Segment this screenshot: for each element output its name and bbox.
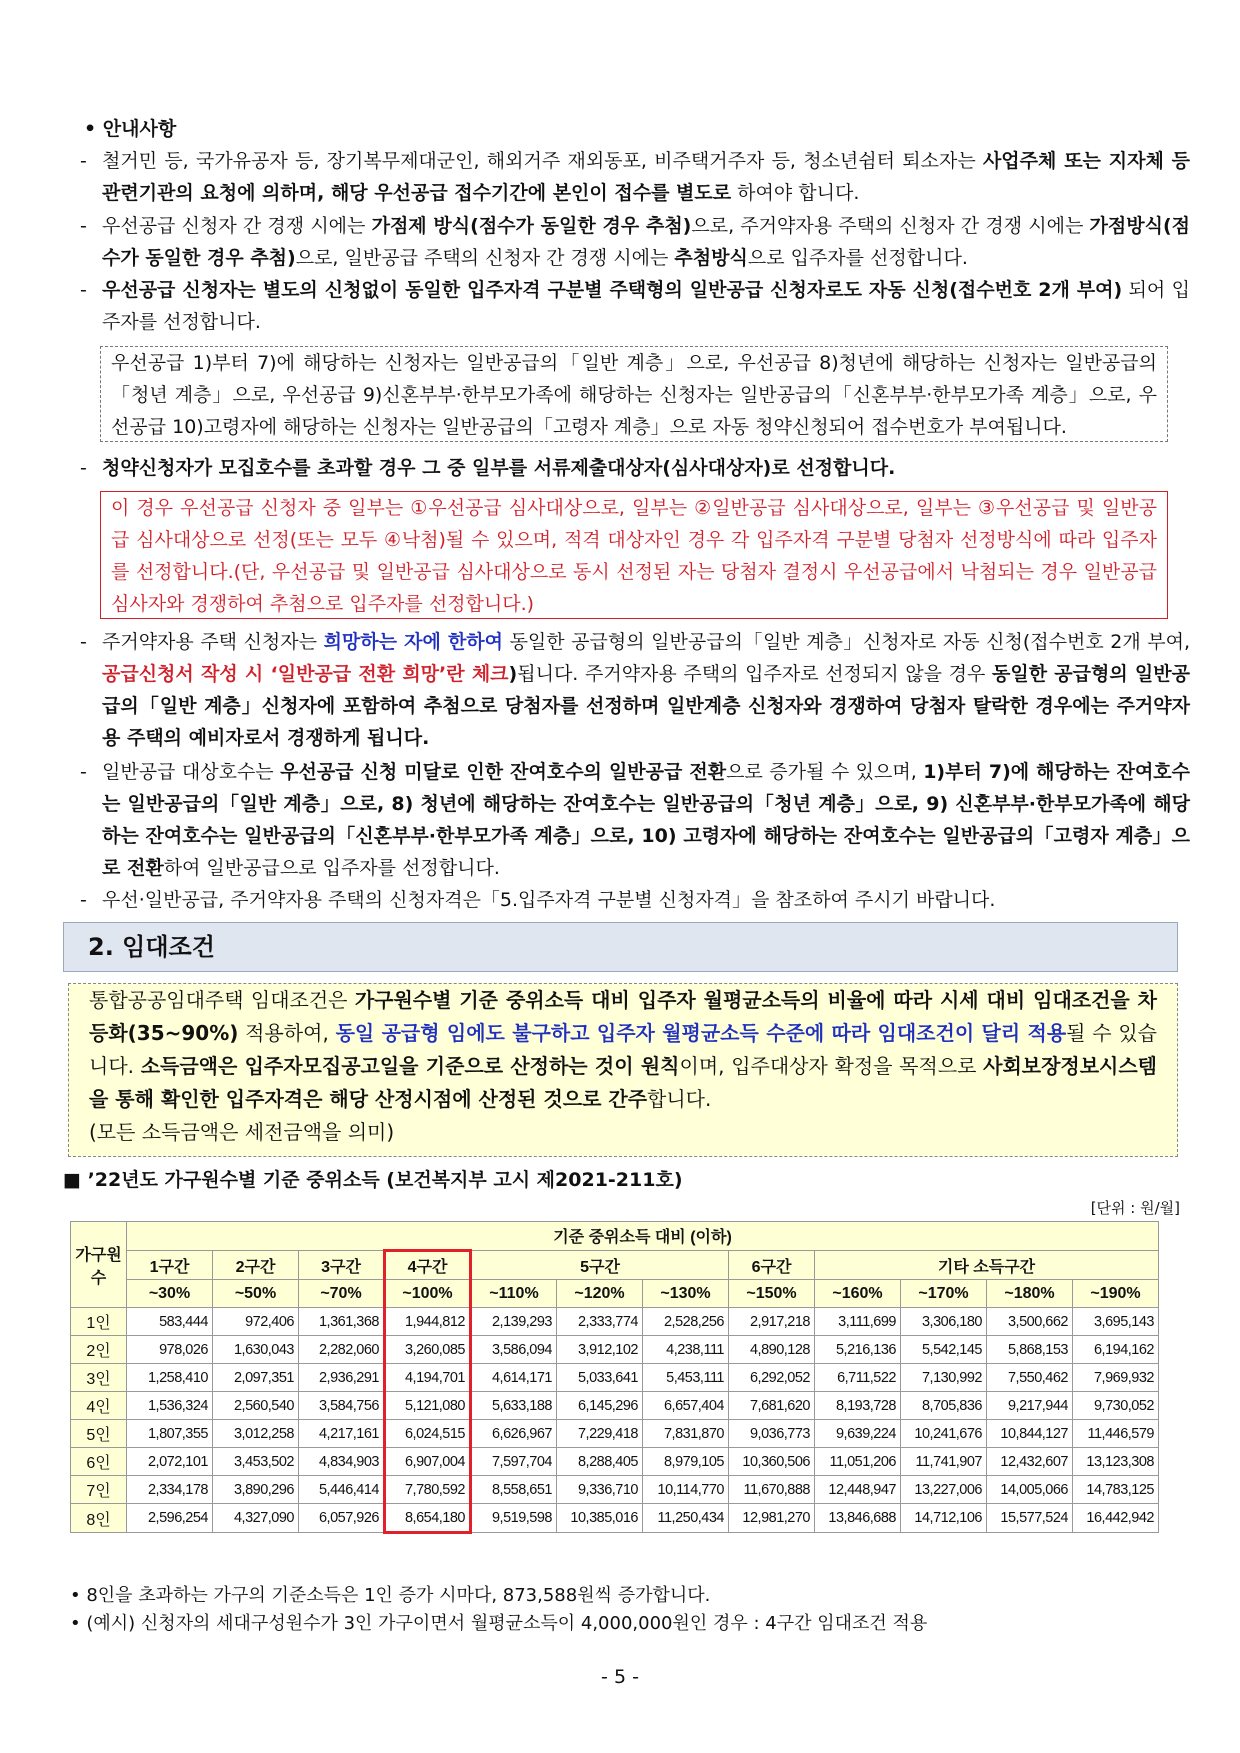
income-cell: 978,026 — [127, 1336, 213, 1364]
text: 우선공급 신청자 간 경쟁 시에는 — [102, 215, 372, 237]
income-cell: 7,681,620 — [729, 1392, 815, 1420]
text-bold: 사회보장정보시스템을 통해 확인한 입주자격은 해당 산정시점에 산정된 것으로 간주 — [89, 1054, 1158, 1111]
band-header: 4구간 — [385, 1251, 471, 1280]
income-cell: 5,446,414 — [299, 1476, 385, 1504]
table-body — [71, 1308, 1159, 1533]
income-cell: 6,711,522 — [815, 1364, 901, 1392]
text-red: 공급신청서 작성 시 ‘일반공급 전환 희망’란 체크 — [102, 663, 509, 685]
text-bold: 가점제 방식(점수가 동일한 경우 추첨) — [371, 215, 692, 237]
income-cell: 2,072,101 — [127, 1448, 213, 1476]
review-target-box: 이 경우 우선공급 신청자 중 일부는 ①우선공급 심사대상으로, 일부는 ②일반공급 심사대상으로, 일부는 ③우선공급 및 일반공급 심사대상으로 선정(또는 모두 ④낙첨)될 수 있으며, 적격 대상자인 경우 각 입주자격 구분별 당첨자 선정방식에 따라 입주자를 선정합니다.(단, 우선공급 및 일반공급 심사대상으로 동시 선정된 자는 당첨자 결정시 우선공급에서 낙첨되는 경우 일반공급 심사자와 경쟁하여 추첨으로 입주자를 선정합니다.) — [100, 491, 1168, 619]
percent-header: ~110% — [471, 1280, 557, 1308]
income-cell: 1,630,043 — [213, 1336, 299, 1364]
text-bold: 가점방식(점수가 동일한 경우 추첨) — [102, 215, 1190, 269]
income-cell: 3,890,296 — [213, 1476, 299, 1504]
percent-row — [71, 1280, 1159, 1308]
income-cell: 11,446,579 — [1073, 1420, 1159, 1448]
auto-apply-info-box: 우선공급 1)부터 7)에 해당하는 신청자는 일반공급의「일반 계층」으로, 우선공급 8)청년에 해당하는 신청자는 일반공급의「청년 계층」으로, 우선공급 9)신혼부부·한부모가족에 해당하는 신청자는 일반공급의「신혼부부·한부모가족 계층」으로, 우선공급 10)고령자에 해당하는 신청자는 일반공급의「고령자 계층」으로 자동 청약신청되어 접수번호가 부여됩니다. — [100, 346, 1168, 442]
household-label: 2인 — [71, 1336, 127, 1364]
income-cell: 3,306,180 — [901, 1308, 987, 1336]
text: 으로, 일반공급 주택의 신청자 간 경쟁 시에는 — [295, 247, 675, 269]
text: 주거약자용 주택 신청자는 — [102, 631, 324, 653]
household-label: 5인 — [71, 1420, 127, 1448]
income-cell: 5,542,145 — [901, 1336, 987, 1364]
income-cell: 2,528,256 — [643, 1308, 729, 1336]
income-cell: 15,577,524 — [987, 1504, 1073, 1533]
income-cell: 5,033,641 — [557, 1364, 643, 1392]
table-row — [71, 1476, 1159, 1504]
income-cell: 7,597,704 — [471, 1448, 557, 1476]
income-cell: 6,657,404 — [643, 1392, 729, 1420]
income-cell: 5,121,080 — [385, 1392, 471, 1420]
income-cell: 6,907,004 — [385, 1448, 471, 1476]
income-cell: 6,057,926 — [299, 1504, 385, 1533]
income-cell: 6,024,515 — [385, 1420, 471, 1448]
band-header: 기타 소득구간 — [815, 1251, 1159, 1280]
percent-header: ~130% — [643, 1280, 729, 1308]
income-cell: 9,639,224 — [815, 1420, 901, 1448]
income-cell: 14,783,125 — [1073, 1476, 1159, 1504]
text-bold: 가구원수별 기준 중위소득 대비 입주자 월평균소득의 비율에 따라 시세 대비 임대조건을 차등화(35~90%) — [89, 988, 1157, 1045]
notice-item-6: - 일반공급 대상호수는 우선공급 신청 미달로 인한 잔여호수의 일반공급 전환으로 증가될 수 있으며, 1)부터 7)에 해당하는 잔여호수는 일반공급의「일반 계층」으로, 8) 청년에 해당하는 잔여호수는 일반공급의「청년 계층」으로, 9) 신혼부부·한부모가족에 해당하는 잔여호수는 일반공급의「신혼부부·한부모가족 계층」으로, 10) 고령자에 해당하는 잔여호수는 일반공급의「고령자 계층」으로 전환하여 일반공급으로 입주자를 선정합니다. — [80, 761, 1191, 879]
income-cell: 2,560,540 — [213, 1392, 299, 1420]
text: 합니다. — [647, 1087, 712, 1111]
income-cell: 6,626,967 — [471, 1420, 557, 1448]
income-cell: 1,361,368 — [299, 1308, 385, 1336]
income-cell: 9,336,710 — [557, 1476, 643, 1504]
footnote-1: • 8인을 초과하는 가구의 기준소득은 1인 증가 시마다, 873,588원씩 증가합니다. — [70, 1585, 711, 1606]
income-cell: 4,217,161 — [299, 1420, 385, 1448]
income-cell: 3,695,143 — [1073, 1308, 1159, 1336]
income-cell: 7,969,932 — [1073, 1364, 1159, 1392]
percent-header: ~180% — [987, 1280, 1073, 1308]
table-row — [71, 1504, 1159, 1533]
text-bold: 사업주체 또는 지자체 등 관련기관의 요청에 의하며, 해당 우선공급 접수기간에 본인이 접수를 별도로 — [102, 150, 1190, 204]
text-bold: 소득금액은 입주자모집공고일을 기준으로 산정하는 것이 원칙 — [140, 1054, 680, 1078]
income-cell: 4,327,090 — [213, 1504, 299, 1533]
income-cell: 8,193,728 — [815, 1392, 901, 1420]
percent-header: ~100% — [385, 1280, 471, 1308]
household-label: 7인 — [71, 1476, 127, 1504]
notice-item-1: - 철거민 등, 국가유공자 등, 장기복무제대군인, 해외거주 재외동포, 비주택거주자 등, 청소년쉼터 퇴소자는 사업주체 또는 지자체 등 관련기관의 요청에 의하며, 해당 우선공급 접수기간에 본인이 접수를 별도로 하여야 합니다. — [80, 150, 1190, 204]
text-bold: 우선공급 신청자는 별도의 신청없이 동일한 입주자격 구분별 주택형의 일반공급 신청자로도 자동 신청(접수번호 2개 부여) — [102, 279, 1123, 301]
table-row — [71, 1364, 1159, 1392]
text: 으로 입주자를 선정합니다. — [747, 247, 968, 269]
income-cell: 8,654,180 — [385, 1504, 471, 1533]
income-cell: 11,741,907 — [901, 1448, 987, 1476]
band-header: 6구간 — [729, 1251, 815, 1280]
notice-item-5: - 주거약자용 주택 신청자는 희망하는 자에 한하여 동일한 공급형의 일반공급의「일반 계층」신청자로 자동 신청(접수번호 2개 부여, 공급신청서 작성 시 ‘일반공급 전환 희망’란 체크)됩니다. 주거약자용 주택의 입주자로 선정되지 않을 경우 동일한 공급형의 일반공급의「일반 계층」신청자에 포함하여 추첨으로 당첨자를 선정하며 일반계층 신청자와 경쟁하여 당첨자 탈락한 경우에는 주거약자용 주택의 예비자로서 경쟁하게 됩니다. — [80, 631, 1191, 749]
group-header: 기준 중위소득 대비 (이하) — [127, 1222, 1159, 1251]
text: 될 수 있습니다. — [89, 1021, 1157, 1078]
income-cell: 12,981,270 — [729, 1504, 815, 1533]
percent-header: ~70% — [299, 1280, 385, 1308]
income-cell: 3,111,699 — [815, 1308, 901, 1336]
income-cell: 2,282,060 — [299, 1336, 385, 1364]
income-cell: 1,258,410 — [127, 1364, 213, 1392]
footnote-2: • (예시) 신청자의 세대구성원수가 3인 가구이면서 월평균소득이 4,000,000원인 경우 : 4구간 임대조건 적용 — [70, 1613, 928, 1634]
text: 철거민 등, 국가유공자 등, 장기복무제대군인, 해외거주 재외동포, 비주택거주자 등, 청소년쉼터 퇴소자는 — [102, 150, 983, 172]
notice-item-7: - 우선·일반공급, 주거약자용 주택의 신청자격은「5.입주자격 구분별 신청자격」을 참조하여 주시기 바랍니다. — [80, 884, 1190, 916]
text-blue: 희망하는 자에 한하여 — [323, 631, 504, 653]
household-header: 가구원수 — [71, 1222, 127, 1308]
text: 우선·일반공급, 주거약자용 주택의 신청자격은「5.입주자격 구분별 신청자격」을 참조하여 주시기 바랍니다. — [102, 889, 996, 911]
income-cell: 10,360,506 — [729, 1448, 815, 1476]
text: 하여야 합니다. — [731, 182, 860, 204]
table-title: ■ ’22년도 가구원수별 기준 중위소득 (보건복지부 고시 제2021-211호) — [63, 1169, 683, 1191]
text: 됩니다. 주거약자용 주택의 입주자로 선정되지 않을 경우 — [517, 663, 992, 685]
table-row — [71, 1308, 1159, 1336]
income-cell: 10,241,676 — [901, 1420, 987, 1448]
text: 동일한 공급형의 일반공급의「일반 계층」신청자로 자동 신청(접수번호 2개 부여, — [503, 631, 1191, 653]
text-blue: 동일 공급형 임에도 불구하고 입주자 월평균소득 수준에 따라 임대조건이 달리 적용 — [335, 1021, 1067, 1045]
income-cell: 5,868,153 — [987, 1336, 1073, 1364]
percent-header: ~50% — [213, 1280, 299, 1308]
text-bold: 청약신청자가 모집호수를 초과할 경우 그 중 일부를 서류제출대상자(심사대상자)로 선정합니다. — [102, 457, 896, 479]
income-cell: 7,229,418 — [557, 1420, 643, 1448]
income-cell: 13,123,308 — [1073, 1448, 1159, 1476]
income-cell: 16,442,942 — [1073, 1504, 1159, 1533]
income-cell: 3,260,085 — [385, 1336, 471, 1364]
income-cell: 4,238,111 — [643, 1336, 729, 1364]
income-cell: 8,979,105 — [643, 1448, 729, 1476]
income-cell: 1,536,324 — [127, 1392, 213, 1420]
income-cell: 14,005,066 — [987, 1476, 1073, 1504]
income-cell: 7,831,870 — [643, 1420, 729, 1448]
income-cell: 2,334,178 — [127, 1476, 213, 1504]
income-cell: 12,448,947 — [815, 1476, 901, 1504]
household-label: 3인 — [71, 1364, 127, 1392]
text: 되어 입주자를 선정합니다. — [102, 279, 1190, 333]
text: 적용하여, — [238, 1021, 336, 1045]
table-row — [71, 1392, 1159, 1420]
percent-header: ~150% — [729, 1280, 815, 1308]
income-cell: 11,250,434 — [643, 1504, 729, 1533]
income-cell: 8,288,405 — [557, 1448, 643, 1476]
notice-title: • 안내사항 — [84, 118, 177, 140]
unit-label: [단위 : 원/월] — [1090, 1199, 1180, 1217]
notice-item-2: - 우선공급 신청자 간 경쟁 시에는 가점제 방식(점수가 동일한 경우 추첨)으로, 주거약자용 주택의 신청자 간 경쟁 시에는 가점방식(점수가 동일한 경우 추첨)으로, 일반공급 주택의 신청자 간 경쟁 시에는 추첨방식으로 입주자를 선정합니다. — [80, 215, 1190, 269]
income-cell: 3,912,102 — [557, 1336, 643, 1364]
band-header: 2구간 — [213, 1251, 299, 1280]
text-bold: 동일한 공급형의 일반공급의「일반 계층」신청자에 포함하여 추첨으로 당첨자를 선정하며 일반계층 신청자와 경쟁하여 당첨자 탈락한 경우에는 주거약자용 주택의 예비자로서 경쟁하게 됩니다. — [102, 663, 1190, 749]
text: 일반공급 대상호수는 — [102, 761, 281, 783]
text: 으로, 주거약자용 주택의 신청자 간 경쟁 시에는 — [691, 215, 1090, 237]
income-cell: 4,614,171 — [471, 1364, 557, 1392]
income-cell: 3,584,756 — [299, 1392, 385, 1420]
income-cell: 10,114,770 — [643, 1476, 729, 1504]
income-cell: 972,406 — [213, 1308, 299, 1336]
income-cell: 4,890,128 — [729, 1336, 815, 1364]
percent-header: ~120% — [557, 1280, 643, 1308]
income-cell: 9,519,598 — [471, 1504, 557, 1533]
income-cell: 8,558,651 — [471, 1476, 557, 1504]
band-header: 3구간 — [299, 1251, 385, 1280]
median-income-table — [70, 1221, 1159, 1534]
income-cell: 6,292,052 — [729, 1364, 815, 1392]
income-cell: 6,145,296 — [557, 1392, 643, 1420]
section-header: 2. 임대조건 — [63, 922, 1178, 972]
income-cell: 12,432,607 — [987, 1448, 1073, 1476]
income-cell: 3,586,094 — [471, 1336, 557, 1364]
income-cell: 2,936,291 — [299, 1364, 385, 1392]
text-bold: 1)부터 7)에 해당하는 잔여호수는 일반공급의「일반 계층」으로, 8) 청년에 해당하는 잔여호수는 일반공급의「청년 계층」으로, 9) 신혼부부·한부모가족에 해당하는 잔여호수는 일반공급의「신혼부부·한부모가족 계층」으로, 10) 고령자에 해당하는 잔여호수는 일반공급의「고령자 계층」으로 전환 — [102, 761, 1191, 879]
income-cell: 8,705,836 — [901, 1392, 987, 1420]
income-cell: 2,097,351 — [213, 1364, 299, 1392]
text: 통합공공임대주택 임대조건은 — [89, 988, 355, 1012]
percent-header: ~190% — [1073, 1280, 1159, 1308]
income-cell: 7,780,592 — [385, 1476, 471, 1504]
income-cell: 9,217,944 — [987, 1392, 1073, 1420]
income-cell: 11,670,888 — [729, 1476, 815, 1504]
percent-header: ~170% — [901, 1280, 987, 1308]
table-row — [71, 1448, 1159, 1476]
band-header: 5구간 — [471, 1251, 729, 1280]
income-cell: 3,453,502 — [213, 1448, 299, 1476]
percent-header: ~160% — [815, 1280, 901, 1308]
income-cell: 4,194,701 — [385, 1364, 471, 1392]
text: 으로 증가될 수 있으며, — [726, 761, 924, 783]
income-cell: 2,596,254 — [127, 1504, 213, 1533]
household-label: 4인 — [71, 1392, 127, 1420]
income-cell: 583,444 — [127, 1308, 213, 1336]
text: ) — [508, 663, 518, 685]
income-cell: 14,712,106 — [901, 1504, 987, 1533]
income-cell: 7,550,462 — [987, 1364, 1073, 1392]
income-cell: 10,385,016 — [557, 1504, 643, 1533]
income-cell: 5,216,136 — [815, 1336, 901, 1364]
text: 하여 일반공급으로 입주자를 선정합니다. — [163, 857, 500, 879]
household-label: 6인 — [71, 1448, 127, 1476]
income-cell: 9,730,052 — [1073, 1392, 1159, 1420]
income-cell: 9,036,773 — [729, 1420, 815, 1448]
income-cell: 2,139,293 — [471, 1308, 557, 1336]
percent-header: ~30% — [127, 1280, 213, 1308]
income-cell: 13,846,688 — [815, 1504, 901, 1533]
income-cell: 7,130,992 — [901, 1364, 987, 1392]
text-bold: 추첨방식 — [674, 247, 748, 269]
income-cell: 2,333,774 — [557, 1308, 643, 1336]
income-cell: 1,944,812 — [385, 1308, 471, 1336]
household-label: 1인 — [71, 1308, 127, 1336]
page-number: - 5 - — [601, 1666, 639, 1688]
income-cell: 11,051,206 — [815, 1448, 901, 1476]
income-cell: 1,807,355 — [127, 1420, 213, 1448]
notice-item-3: - 우선공급 신청자는 별도의 신청없이 동일한 입주자격 구분별 주택형의 일반공급 신청자로도 자동 신청(접수번호 2개 부여) 되어 입주자를 선정합니다. — [80, 279, 1190, 333]
notice-item-4: - 청약신청자가 모집호수를 초과할 경우 그 중 일부를 서류제출대상자(심사대상자)로 선정합니다. — [80, 452, 1190, 484]
table-row — [71, 1336, 1159, 1364]
income-cell: 2,917,218 — [729, 1308, 815, 1336]
income-cell: 6,194,162 — [1073, 1336, 1159, 1364]
text: (모든 소득금액은 세전금액을 의미) — [89, 1120, 395, 1144]
income-cell: 5,453,111 — [643, 1364, 729, 1392]
band-header: 1구간 — [127, 1251, 213, 1280]
income-cell: 5,633,188 — [471, 1392, 557, 1420]
income-cell: 3,500,662 — [987, 1308, 1073, 1336]
income-cell: 3,012,258 — [213, 1420, 299, 1448]
household-label: 8인 — [71, 1504, 127, 1533]
text: 이며, 입주대상자 확정을 목적으로 — [679, 1054, 984, 1078]
table-row — [71, 1420, 1159, 1448]
rent-conditions-box — [68, 983, 1178, 1157]
income-cell: 10,844,127 — [987, 1420, 1073, 1448]
income-cell: 13,227,006 — [901, 1476, 987, 1504]
income-cell: 4,834,903 — [299, 1448, 385, 1476]
text-bold: 우선공급 신청 미달로 인한 잔여호수의 일반공급 전환 — [280, 761, 727, 783]
